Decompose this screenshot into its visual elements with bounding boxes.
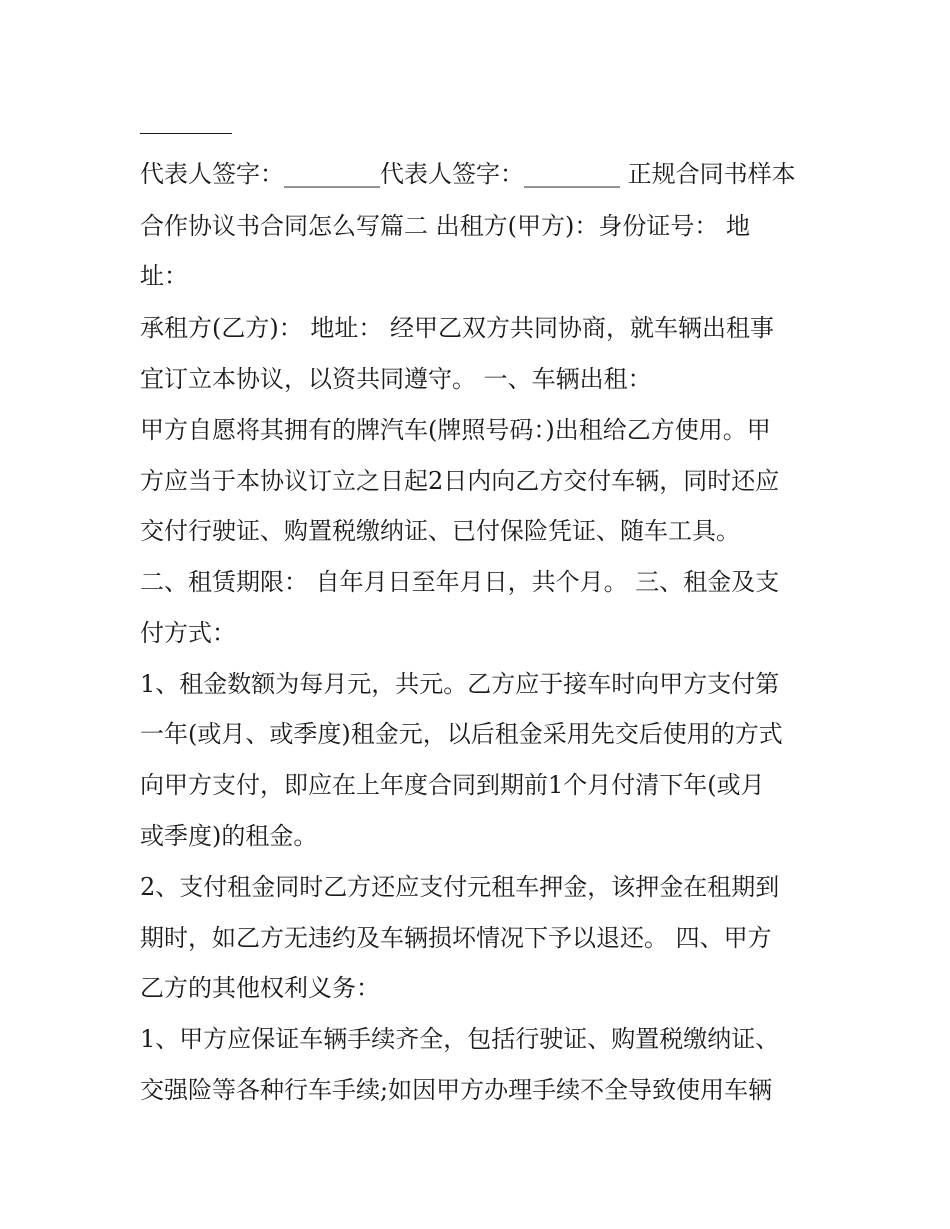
text-line: 二、租赁期限： 自年月日至年月日，共个月。 三、租金及支 — [140, 568, 780, 596]
text-line: 承租方(乙方)： 地址： 经甲乙双方共同协商，就车辆出租事 — [140, 314, 774, 342]
text-line: 合作协议书合同怎么写篇二 出租方(甲方)：身份证号： 地 — [140, 212, 750, 240]
text-line: 代表人签字：________代表人签字：________ 正规合同书样本 — [140, 160, 796, 188]
text-line: 址： — [140, 262, 188, 290]
text-line: 付方式： — [140, 619, 236, 647]
text-line: 乙方的其他权利义务： — [140, 974, 380, 1002]
text-line: 1、甲方应保证车辆手续齐全，包括行驶证、购置税缴纳证、 — [140, 1025, 780, 1053]
text-line: 1、租金数额为每月元，共元。乙方应于接车时向甲方支付第 — [140, 670, 780, 698]
text-line: 2、支付租金同时乙方还应支付元租车押金，该押金在租期到 — [140, 873, 780, 901]
text-line: 或季度)的租金。 — [140, 822, 318, 850]
text-line: 甲方自愿将其拥有的牌汽车(牌照号码：)出租给乙方使用。甲 — [140, 416, 771, 444]
text-line: 向甲方支付，即应在上年度合同到期前1个月付清下年(或月 — [140, 771, 765, 799]
text-line: 期时，如乙方无违约及车辆损坏情况下予以退还。 四、甲方 — [140, 924, 772, 952]
text-line: 宜订立本协议，以资共同遵守。 一、车辆出租： — [140, 365, 652, 393]
signature-underline — [140, 133, 232, 134]
text-line: 方应当于本协议订立之日起2日内向乙方交付车辆，同时还应 — [140, 467, 780, 495]
text-line: 交付行驶证、购置税缴纳证、已付保险凭证、随车工具。 — [140, 517, 740, 545]
text-line: 一年(或月、或季度)租金元，以后租金采用先交后使用的方式 — [140, 720, 783, 748]
text-line: 交强险等各种行车手续;如因甲方办理手续不全导致使用车辆 — [140, 1076, 773, 1104]
